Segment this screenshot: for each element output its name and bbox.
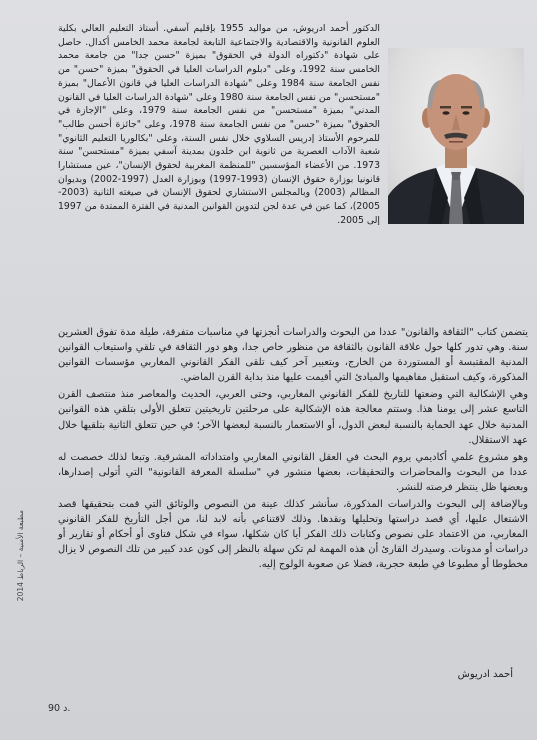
price-label: 90 د. (48, 703, 71, 714)
book-description (58, 325, 528, 575)
author-signature: أحمد ادريوش (457, 669, 513, 680)
description-paragraph-4: وبالإضافة إلى البحوث والدراسات المذكورة، سأنشر كذلك عينة من النصوص والوثائق التي قمت بتحقيقها قصد الاشتغال عليها، أي قصد دراستها وتحليلها ونقدها. وذلك لاقتناعي بأنه لابد لنا، من أجل التأريخ للفكر القانوني المغاربي، من الاعتماد على نصوص وكتابات ذلك الفكر أيا كان شكلها، سواء في شكل فتاوى أو أحكام أو تقارير أو دراسات أو مدونات. وسيدرك القارئ أن هذه المهمة لم تكن سهلة بالنظر إلى كون عدد كبير من تلك النصوص لا يزال مخطوطا أو مطبوعا في طبعة حجرية، فضلا عن صعوبة الولوج إليه. (58, 499, 528, 571)
author-bio-text: الدكتور أحمد ادريوش، من مواليد 1955 بإقليم آسفي. أستاذ التعليم العالي بكلية العلوم القانونية والاقتصادية والاجتماعية التابعة لجامعة محمد الخامس أكدال. حاصل على شهادة "دكتوراه الدولة في الحقوق" بميزة "حسن جدا" من جامعة محمد الخامس سنة 1992، وعلى "دبلوم الدراسات العليا في الحقوق" بميزة "حسن" من نفس الجامعة سنة 1984 وعلى "شهادة الدراسات العليا في قانون الأعمال" بميزة "مستحسن" من نفس الجامعة سنة 1980 وعلى "شهادة الدراسات العليا في القانون المدني" بميزة "مستحسن" من نفس الجامعة سنة 1979، وعلى "الإجازة في الحقوق" بميزة "حسن" من نفس الجامعة سنة 1978، وعلى "جائزة أحسن طالب" للمرحوم الأستاذ إدريس السلاوي خلال نفس السنة، وعلى "بكالوريا التعليم الثانوي" شعبة الآداب العصرية من ثانوية ابن خلدون بمدينة آسفي بميزة "مستحسن" سنة 1973. من الأعضاء المؤسسين "للمنظمة المغربية لحقوق الإنسان"، عين مستشارا قانونيا بوزارة حقوق الإنسان (1993-1997) وبوزارة العدل (1997-2002) وبديوان المظالم (2003) وبالمجلس الاستشاري لحقوق الإنسان في صيغته الثانية (2003-2005)، كما عين في عدة لجن لتدوين القوانين المدنية في الفترة الممتدة من 1997 إلى 2005. (58, 23, 381, 226)
description-paragraph-1: يتضمن كتاب "الثقافة والقانون" عددا من البحوث والدراسات أنجزتها في مناسبات متفرقة، طيلة مدة تفوق العشرين سنة. وهي تدور كلها حول علاقة القانون بالثقافة من منظور خاص جدا، وهو دور الثقافة في تلقي واستيعاب القوانين المدنية المقتبسة أو المستوردة من الخارج، وبتعبير آخر كيف تلقى الفكر القانوني المغاربي مؤسسات القوانين المذكورة، وكيف استقبل مفاهيمها والمبادئ التي أقيمت عليها منذ بداية القرن الماضي. (58, 327, 528, 384)
printer-note: مطبعة الأمنية – الرباط 2014 (16, 510, 25, 602)
author-bio (58, 22, 380, 228)
author-photo (388, 48, 524, 224)
description-paragraph-3: وهو مشروع علمي أكاديمي يروم البحث في العقل القانوني المغاربي وامتداداته المشرقية. وتبعا لذلك خصصت له عددا من البحوث والمحاضرات والتحقيقات، بعضها منشور في "سلسلة المعرفة القانونية" التي أتولى إصدارها، وبعضها ظل ينتظر فرصته للنشر. (58, 451, 528, 493)
description-paragraph-2: وهي الإشكالية التي وضعتها للتاريخ للفكر القانوني المغاربي، وحتى العربي، الحديث والمعاصر منذ منتصف القرن التاسع عشر إلى يومنا هذا. وستتم معالجة هذه الإشكالية على مرحلتين تاريخيتين تتعلق الأولى بتلقي هذه القوانين المدنية خلال عهد الحماية بالنسبة لبعض الدول، أو الاستعمار بالنسبة لبعضها الآخر؛ في حين تتعلق الثانية بتلقيها خلال عهد الاستقلال. (58, 389, 528, 446)
